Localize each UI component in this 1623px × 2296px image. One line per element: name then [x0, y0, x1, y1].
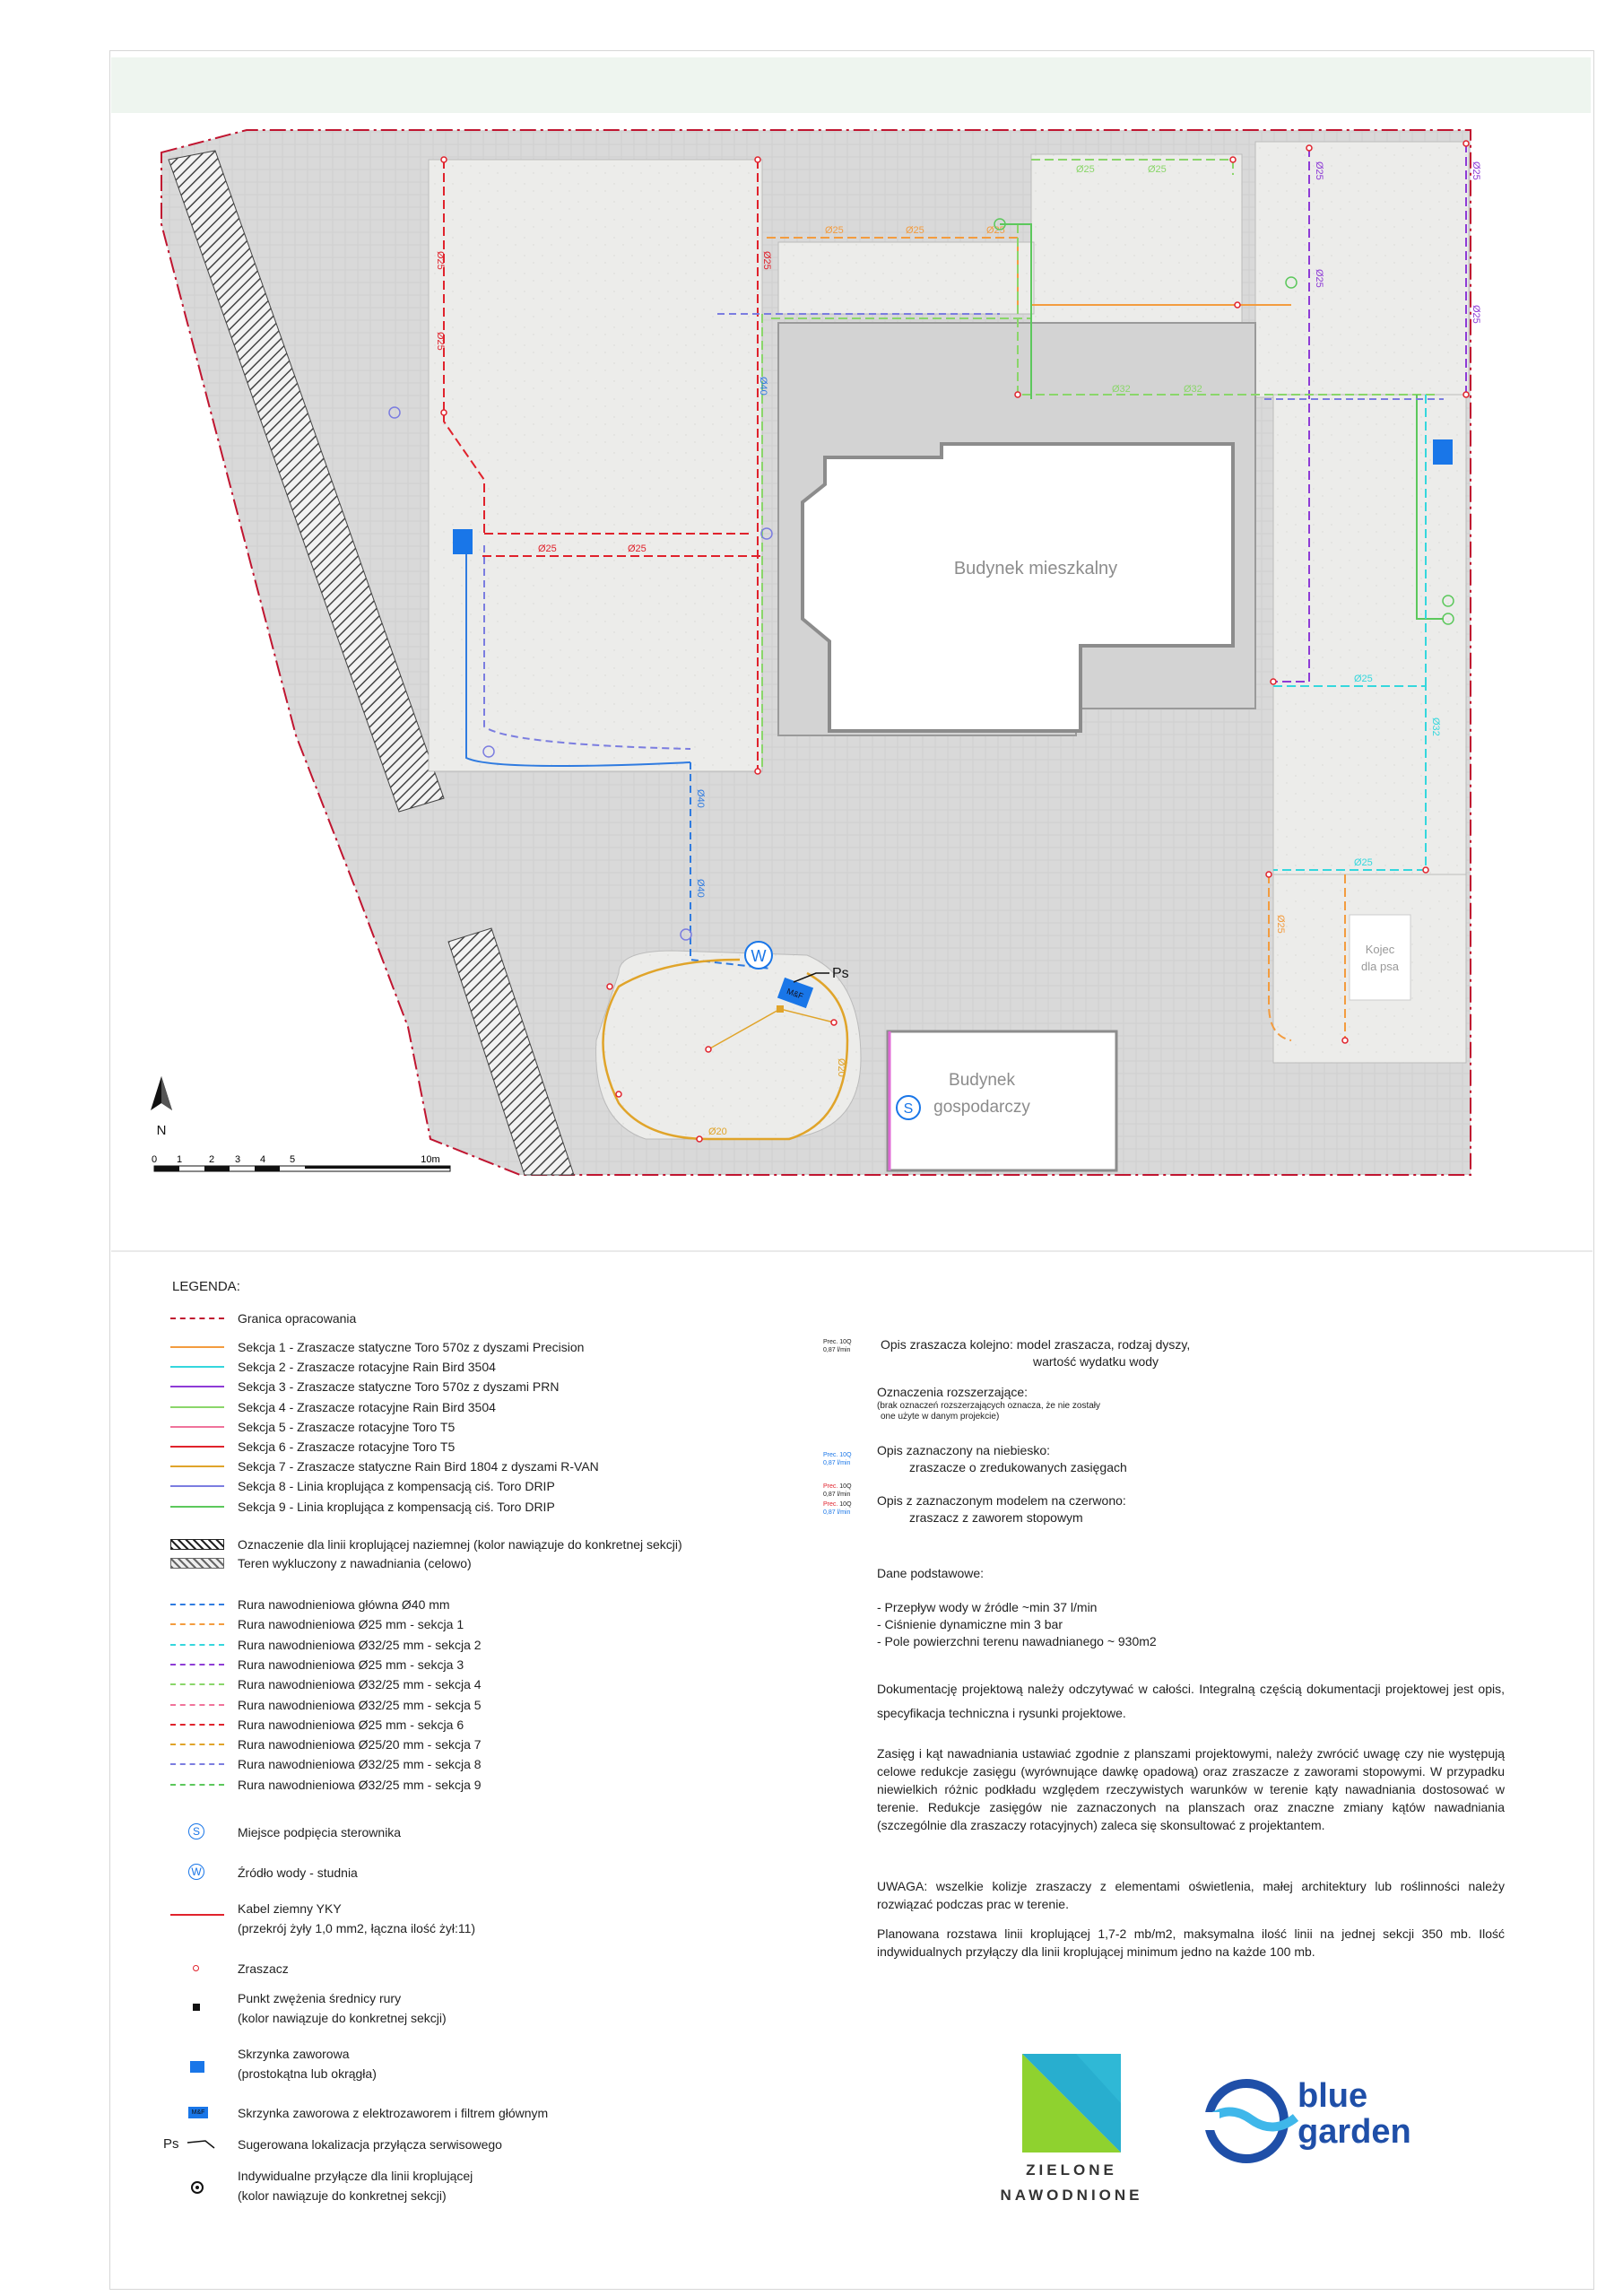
pipe-label: Ø20	[708, 1126, 727, 1137]
basic-data: - Przepływ wody w źródle ~min 37 l/min - Ciśnienie dynamiczne min 3 bar - Pole powierzchni terenu nawadnianego ~ 930m2	[877, 1600, 1157, 1648]
zielone-text-2: NAWODNIONE	[1000, 2187, 1143, 2204]
example-red: Prec. 10Q 0,87 l/min Prec. 10Q 0,87 l/min	[823, 1483, 852, 1516]
sprinkler	[1423, 867, 1428, 873]
ext-info: Oznaczenia rozszerzające: (brak oznaczeń rozszerzających oznacza, że nie zostały one użyte w danym projekcie)	[877, 1385, 1101, 1422]
valve-box-west	[453, 529, 473, 554]
pipe-label: Ø25	[1471, 161, 1481, 180]
legend-pipe-label: Rura nawodnieniowa Ø32/25 mm - sekcja 8	[238, 1757, 482, 1772]
paragraph-4: Planowana rozstawa linii kroplującej 1,7-2 mb/m2, maksymalna ilość linii na jednej sekcji 350 mb. Ilość indywidualnych przyłączy dla linii kroplującej minimum jedno na każde 100 mb.	[877, 1926, 1505, 1959]
legend-pipe-10	[166, 1776, 482, 1794]
pipe-label: Ø25	[986, 225, 1005, 236]
scale-tick: 0	[151, 1154, 158, 1165]
pipe-label: Ø25	[906, 225, 924, 236]
legend-pipe-2	[166, 1615, 464, 1633]
controller-icon: S	[188, 1823, 204, 1839]
legend-section-1	[166, 1338, 584, 1356]
sprinkler	[1463, 392, 1469, 397]
building-utility-label-2: gospodarczy	[933, 1098, 1030, 1117]
pipe-label: Ø40	[758, 377, 768, 396]
sprinkler	[1271, 679, 1276, 684]
legend-section-label: Sekcja 6 - Zraszacze rotacyjne Toro T5	[238, 1439, 456, 1454]
building-main-label: Budynek mieszkalny	[953, 559, 1118, 578]
north-label: N	[156, 1123, 167, 1138]
legend-section-label: Sekcja 3 - Zraszacze statyczne Toro 570z z dyszami PRN	[238, 1379, 560, 1395]
pipe-label: Ø40	[695, 879, 706, 898]
scale-tick: 5	[289, 1154, 296, 1165]
legend-pipe-label: Rura nawodnieniowa główna Ø40 mm	[238, 1597, 450, 1612]
legend-valve-box-main: M&F Skrzynka zaworowa z elektrozaworem i filtrem głównym	[166, 2104, 548, 2122]
sprinkler	[1266, 872, 1271, 877]
legend-water-source: W Źródło wody - studnia	[166, 1864, 358, 1882]
scale-tick: 4	[259, 1154, 266, 1165]
pipe-label: Ø25	[435, 251, 446, 270]
example-blue: Prec. 10Q 0,87 l/min	[823, 1452, 852, 1466]
drip-connector-icon	[191, 2181, 204, 2194]
legend-section-label: Sekcja 9 - Linia kroplująca z kompensacją ciś. Toro DRIP	[238, 1499, 555, 1514]
legend-pipe-label: Rura nawodnieniowa Ø32/25 mm - sekcja 5	[238, 1697, 482, 1712]
legend-section-7	[166, 1457, 599, 1475]
pipe-label: Ø25	[1275, 915, 1286, 934]
paragraph-3: UWAGA: wszelkie kolizje zraszaczy z elementami oświetlenia, małej architektury lub roślinności należy rozwiązać podczas prac w terenie.	[877, 1879, 1505, 1911]
red-info: Opis z zaznaczonym modelem na czerwono: zraszacz z zaworem stopowym	[877, 1493, 1126, 1525]
scale-tick: 3	[234, 1154, 241, 1165]
ps-label: Ps	[832, 966, 849, 981]
sprinkler	[1235, 302, 1240, 308]
lawn-east	[1273, 395, 1466, 874]
sprinkler	[1230, 157, 1236, 162]
blue-info: Opis zaznaczony na niebiesko: zraszacze o zredukowanych zasięgach	[877, 1443, 1127, 1474]
sprinkler	[706, 1047, 711, 1052]
basic-title: Dane podstawowe:	[877, 1566, 985, 1580]
legend-pipe-7	[166, 1716, 464, 1734]
valve-box-main-icon: M&F	[188, 2107, 208, 2118]
legend-drip-marker: Oznaczenie dla linii kroplującej naziemnej (kolor nawiązuje do konkretnej sekcji)	[166, 1535, 682, 1553]
legend-pipe-1	[166, 1596, 450, 1613]
legend-valve-box: Skrzynka zaworowa (prostokątna lub okrągła)	[166, 2047, 377, 2086]
legend-title: LEGENDA:	[172, 1279, 240, 1294]
example-desc: Prec. 10Q 0,87 l/min	[823, 1339, 852, 1353]
zielone-logo-icon	[1022, 2054, 1121, 2152]
legend-reduction: Punkt zwężenia średnicy rury (kolor nawiązuje do konkretnej sekcji)	[166, 1991, 447, 2031]
scale-tick: 10m	[421, 1154, 440, 1165]
pipe-label: Ø32	[1112, 384, 1131, 395]
building-utility-label-1: Budynek	[949, 1071, 1015, 1090]
valve-box-main-label: M&F	[785, 986, 805, 1001]
legend-boundary: Granica opracowania	[166, 1309, 356, 1327]
kennel-label-2: dla psa	[1361, 960, 1399, 973]
legend-section-8	[166, 1477, 555, 1495]
pipe-label: Ø25	[1076, 164, 1095, 175]
legend-pipe-4	[166, 1656, 464, 1674]
kennel-label-1: Kojec	[1365, 943, 1395, 956]
legend-section-6	[166, 1438, 455, 1456]
legend-pipe-label: Rura nawodnieniowa Ø32/25 mm - sekcja 9	[238, 1777, 482, 1792]
sprinkler	[831, 1020, 837, 1025]
controller-label: S	[903, 1101, 914, 1117]
desc-info: Opis zraszacza kolejno: model zraszacza, rodzaj dyszy, wartość wydatku wody	[881, 1337, 1191, 1369]
pipe-label: Ø40	[695, 789, 706, 808]
legend-section-label: Sekcja 1 - Zraszacze statyczne Toro 570z z dyszami Precision	[238, 1340, 585, 1354]
pipe-label: Ø25	[435, 332, 446, 351]
sprinkler	[1463, 141, 1469, 146]
pipe-label: Ø25	[628, 544, 647, 554]
legend-section-label: Sekcja 7 - Zraszacze statyczne Rain Bird 1804 z dyszami R-VAN	[238, 1459, 599, 1474]
legend-sprinkler: Zraszacz	[166, 1960, 289, 1978]
legend-pipe-5	[166, 1675, 482, 1693]
legend-excluded: Teren wykluczony z nawadniania (celowo)	[166, 1554, 472, 1572]
sprinkler	[1015, 392, 1020, 397]
pipe-label: Ø20	[836, 1058, 846, 1077]
pipe-label: Ø25	[1314, 161, 1324, 180]
legend-pipe-3	[166, 1636, 482, 1654]
valve-box-icon	[190, 2061, 204, 2073]
legend-pipe-6	[166, 1696, 482, 1714]
zielone-text-1: ZIELONE	[1026, 2161, 1117, 2179]
bluegarden-logo	[1202, 2076, 1300, 2166]
legend-section-3	[166, 1378, 559, 1396]
bluegarden-logo-icon	[1202, 2076, 1300, 2166]
legend-pipe-label: Rura nawodnieniowa Ø25 mm - sekcja 3	[238, 1657, 464, 1672]
water-source-icon: W	[188, 1864, 204, 1880]
pipe-label: Ø25	[1354, 674, 1373, 684]
legend-pipe-label: Rura nawodnieniowa Ø25/20 mm - sekcja 7	[238, 1737, 482, 1752]
pipe-label: Ø25	[1471, 305, 1481, 324]
pipe-label: Ø25	[1314, 269, 1324, 288]
valve-box-east	[1433, 439, 1453, 465]
legend-section-4	[166, 1398, 496, 1416]
pipe-label: Ø32	[1430, 718, 1441, 736]
pipe-label: Ø32	[1184, 384, 1202, 395]
sprinkler	[441, 410, 447, 415]
scale-tick: 2	[208, 1154, 215, 1165]
legend-section-5	[166, 1418, 455, 1436]
legend-pipe-label: Rura nawodnieniowa Ø32/25 mm - sekcja 2	[238, 1637, 482, 1652]
paragraph-1: Dokumentację projektową należy odczytywać w całości. Integralną częścią dokumentacji projektowej jest opis, specyfikacja techniczna i rysunki projektowe.	[877, 1682, 1505, 1720]
legend-cable: Kabel ziemny YKY (przekrój żyły 1,0 mm2, łączna ilość żył:11)	[166, 1901, 475, 1941]
legend-section-label: Sekcja 5 - Zraszacze rotacyjne Toro T5	[238, 1419, 456, 1434]
legend-controller: S Miejsce podpięcia sterownika	[166, 1823, 401, 1841]
water-source-label: W	[751, 947, 767, 965]
lawn-west	[429, 160, 762, 771]
legend-pipe-label: Rura nawodnieniowa Ø25 mm - sekcja 6	[238, 1717, 464, 1732]
header-band	[111, 57, 1591, 113]
legend-pipe-label: Rura nawodnieniowa Ø25 mm - sekcja 1	[238, 1617, 464, 1632]
sprinkler	[755, 769, 760, 774]
zielone-logo	[1022, 2054, 1121, 2152]
legend-section-label: Sekcja 2 - Zraszacze rotacyjne Rain Bird 3504	[238, 1360, 496, 1375]
reduction-point	[777, 1005, 784, 1013]
reduction-icon	[193, 2004, 200, 2011]
pipe-label: Ø25	[1354, 857, 1373, 868]
sprinkler-icon	[193, 1965, 199, 1971]
legend-service: Ps Sugerowana lokalizacja przyłącza serwisowego	[163, 2136, 502, 2152]
scale-tick: 1	[176, 1154, 183, 1165]
legend-section-label: Sekcja 4 - Zraszacze rotacyjne Rain Bird 3504	[238, 1399, 496, 1414]
legend-section-2	[166, 1358, 496, 1376]
legend-pipe-8	[166, 1735, 482, 1753]
scale-bar	[152, 1154, 450, 1171]
legend-section-label: Sekcja 8 - Linia kroplująca z kompensacją ciś. Toro DRIP	[238, 1479, 555, 1494]
pipe-label: Ø25	[538, 544, 557, 554]
sprinkler	[755, 157, 760, 162]
sprinkler	[607, 984, 612, 989]
lawn-north-strip	[778, 242, 1034, 314]
sprinkler	[697, 1136, 702, 1142]
sprinkler	[1306, 145, 1312, 151]
bluegarden-text-1: blue	[1298, 2077, 1368, 2115]
legend-section-9	[166, 1498, 555, 1516]
sprinkler	[616, 1091, 621, 1097]
service-icon	[186, 2137, 221, 2152]
lawn-north-far-east	[1255, 142, 1469, 397]
pipe-label: Ø25	[761, 251, 772, 270]
pipe-label: Ø25	[825, 225, 844, 236]
sprinkler	[1342, 1038, 1348, 1043]
paragraph-2: Zasięg i kąt nawadniania ustawiać zgodnie z planszami projektowymi, należy zwrócić uwagę czy nie występują celowe redukcje zasięgu (wyrównujące dawkę opadową) oraz zraszacze z zaworami stopowymi. W przypadku niewielkich różnic podkładu względem rzeczywistych warunków w terenie kąty nawadniania dostosować w terenie. Redukcje zasięgów nie zaznaczonych na planszach oraz znaczne zmiany kątów nawadniania (szczególnie dla zraszaczy rotacyjnych) zaleca się skonsultować z projektantem.	[877, 1746, 1505, 1832]
legend-pipe-label: Rura nawodnieniowa Ø32/25 mm - sekcja 4	[238, 1677, 482, 1692]
kennel	[1350, 915, 1410, 1000]
legend-drip-conn: Indywidualne przyłącze dla linii kroplującej (kolor nawiązuje do konkretnej sekcji)	[166, 2169, 473, 2208]
sprinkler	[441, 157, 447, 162]
legend-pipe-9	[166, 1755, 482, 1773]
bluegarden-text-2: garden	[1298, 2113, 1411, 2151]
pipe-label: Ø25	[1148, 164, 1167, 175]
